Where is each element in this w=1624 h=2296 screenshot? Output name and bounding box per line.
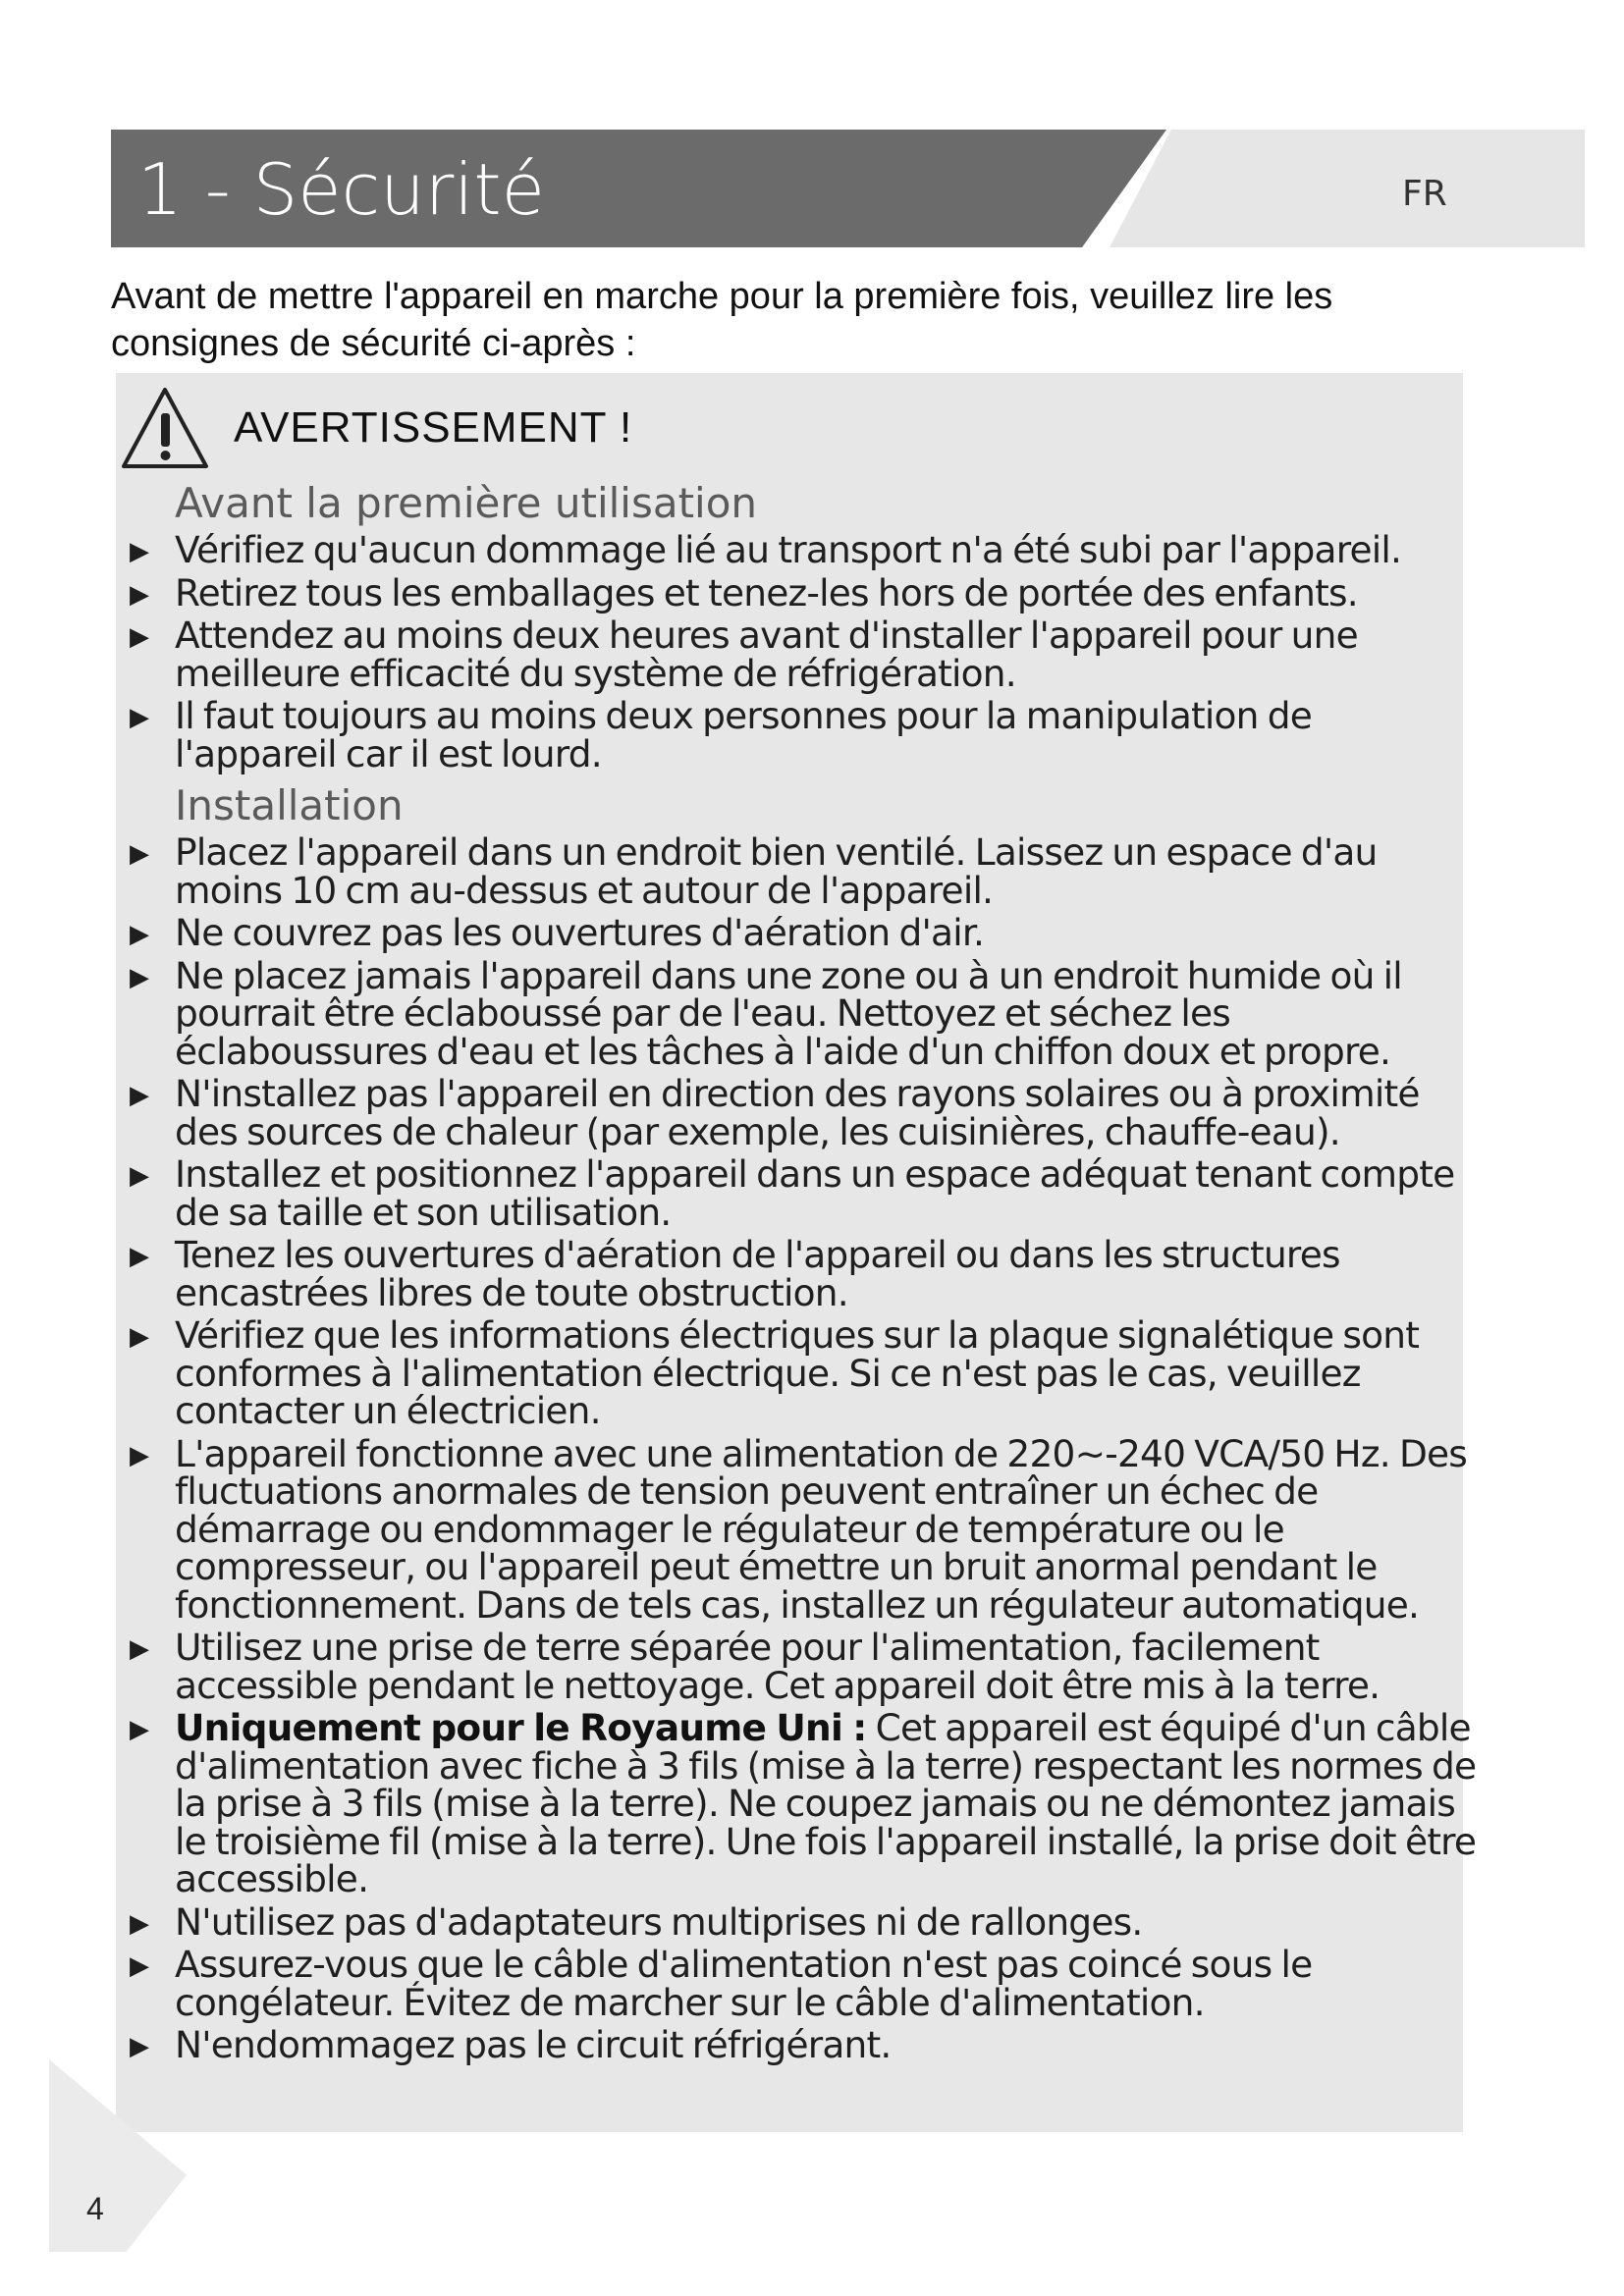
warning-triangle-icon <box>118 384 212 472</box>
warning-content <box>124 478 1479 2069</box>
list-item: ▶ Placez l'appareil dans un endroit bien ventilé. Laissez un espace d'au moins 10 cm au-dessus et autour de l'appareil. <box>130 830 1378 912</box>
language-label: FR <box>1402 174 1447 214</box>
list-item: ▶ N'endommagez pas le circuit réfrigérant. <box>130 2023 892 2066</box>
list-item: ▶ Tenez les ouvertures d'aération de l'appareil ou dans les structures encastrées libres de toute obstruction. <box>130 1233 1340 1314</box>
bullet-arrow-icon: ▶ <box>130 920 149 949</box>
section-title-installation: Installation <box>175 781 404 829</box>
bullet-arrow-icon: ▶ <box>130 622 149 652</box>
list-item: ▶ Installez et positionnez l'appareil dans un espace adéquat tenant compte de sa taille et son utilisation. <box>130 1152 1455 1234</box>
bullet-arrow-icon: ▶ <box>130 1161 149 1191</box>
page-number: 4 <box>86 2191 104 2226</box>
page-title: 1 - Sécurité <box>137 148 545 231</box>
list-item: ▶ N'installez pas l'appareil en direction des rayons solaires ou à proximité des sources de chaleur (par exemple, les cuisinières, chauffe-eau). <box>130 1072 1420 1153</box>
list-item: ▶ Utilisez une prise de terre séparée pour l'alimentation, facilement accessible pendant le nettoyage. Cet appareil doit être mis à la terre. <box>130 1626 1380 1707</box>
bullet-arrow-icon: ▶ <box>130 1908 149 1939</box>
installation-list <box>124 830 1479 2066</box>
section-title-first-use: Avant la première utilisation <box>175 479 758 527</box>
bullet-arrow-icon: ▶ <box>130 1440 149 1470</box>
bullet-arrow-icon: ▶ <box>130 703 149 732</box>
list-item-uk <box>124 1706 1479 1900</box>
bullet-arrow-icon: ▶ <box>130 1081 149 1110</box>
list-item: ▶ Attendez au moins deux heures avant d'installer l'appareil pour une meilleure efficacité du système de réfrigération. <box>130 614 1358 695</box>
bullet-arrow-icon: ▶ <box>130 1322 149 1352</box>
bullet-arrow-icon: ▶ <box>130 962 149 992</box>
list-item: ▶ Retirez tous les emballages et tenez-les hors de portée des enfants. <box>130 570 1358 614</box>
warning-header <box>118 381 632 475</box>
bullet-arrow-icon: ▶ <box>130 1715 149 1744</box>
uk-only-lead: Uniquement pour le Royaume Uni : <box>175 1706 867 1749</box>
intro-text: Avant de mettre l'appareil en marche pour la première fois, veuillez lire les consignes de sécurité ci-après : <box>111 276 1333 364</box>
list-item: ▶ Assurez-vous que le câble d'alimentation n'est pas coincé sous le congélateur. Évitez de marcher sur le câble d'alimentation. <box>130 1943 1313 2024</box>
bullet-arrow-icon: ▶ <box>130 2032 149 2061</box>
list-item: ▶ N'utilisez pas d'adaptateurs multiprises ni de rallonges. <box>130 1899 1143 1944</box>
list-item: ▶ L'appareil fonctionne avec une alimentation de 220~-240 VCA/50 Hz. Des fluctuations anormales de tension peuvent entraîner un échec de démarrage ou endommager le régulateur de température ou le compresseur, ou l'appareil peut émettre un bruit anormal pendant le fonctionnement. Dans de tels cas, installez un régulateur automatique. <box>130 1431 1468 1627</box>
uk-only-text: Cet appareil est équipé d'un câble d'alimentation avec fiche à 3 fils (mise à la terre) respectant les normes de la prise à 3 fils (mise à la terre). Ne coupez jamais ou ne démontez jamais le troisième fil (mise à la terre). Une fois l'appareil installé, la prise doit être accessible. <box>175 1706 1477 1900</box>
list-item: ▶ Vérifiez que les informations électriques sur la plaque signalétique sont conformes à l'alimentation électrique. Si ce n'est pas le cas, veuillez contacter un électricien. <box>130 1313 1420 1432</box>
list-item: ▶ Ne placez jamais l'appareil dans une zone ou à un endroit humide où il pourrait être éclaboussé par de l'eau. Nettoyez et séchez les éclaboussures d'eau et les tâches à l'aide d'un chiffon doux et propre. <box>130 953 1402 1073</box>
first-use-list <box>124 528 1479 775</box>
bullet-arrow-icon: ▶ <box>130 839 149 869</box>
bullet-arrow-icon: ▶ <box>130 1242 149 1271</box>
bullet-arrow-icon: ▶ <box>130 579 149 610</box>
bullet-arrow-icon: ▶ <box>130 1951 149 1981</box>
bullet-arrow-icon: ▶ <box>130 537 149 566</box>
header-light-band <box>1110 130 1585 247</box>
warning-title: AVERTISSEMENT ! <box>234 403 633 452</box>
list-item: ▶ Vérifiez qu'aucun dommage lié au transport n'a été subi par l'appareil. <box>130 528 1402 571</box>
list-item: ▶ Il faut toujours au moins deux personnes pour la manipulation de l'appareil car il est lourd. <box>130 694 1313 775</box>
bullet-arrow-icon: ▶ <box>130 1634 149 1664</box>
list-item: ▶ Ne couvrez pas les ouvertures d'aération d'air. <box>130 911 985 954</box>
